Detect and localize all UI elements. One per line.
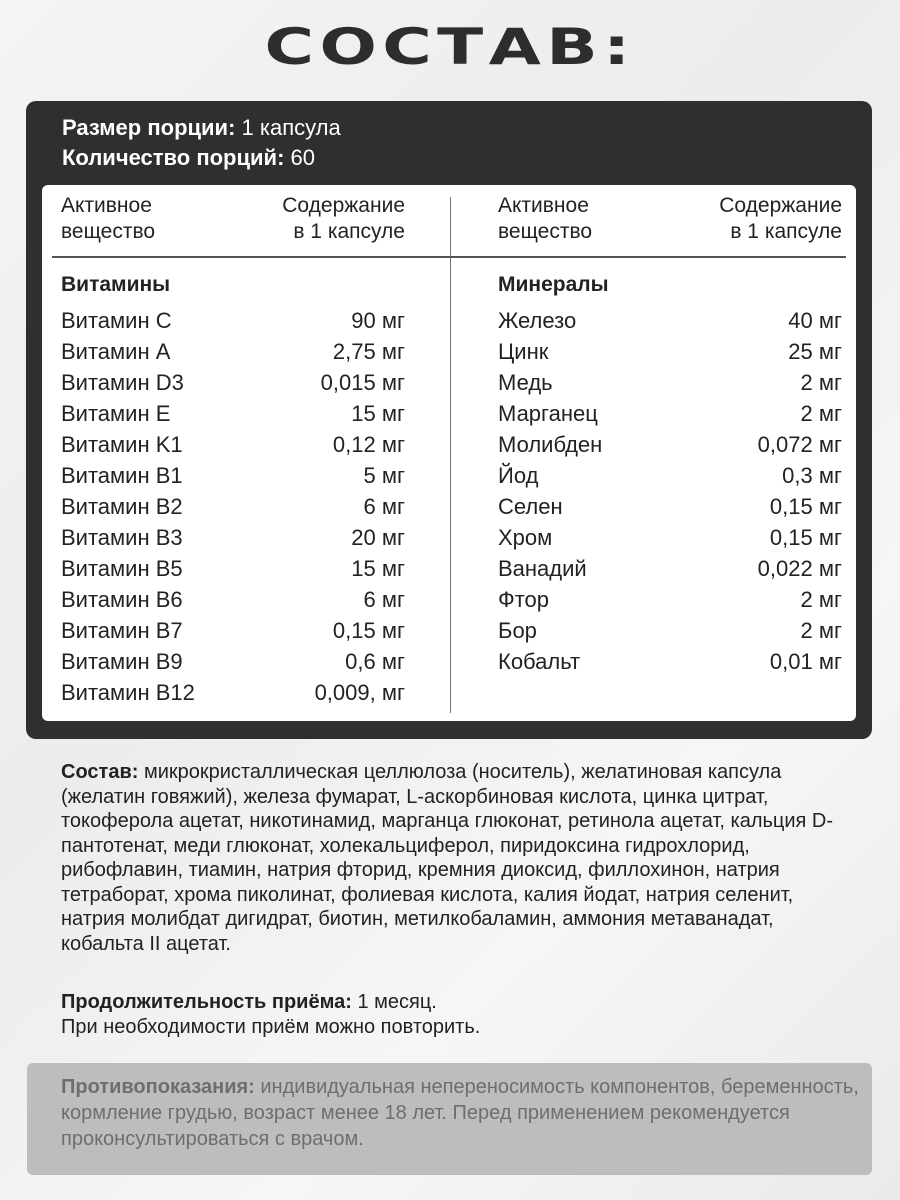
substance-name: Витамин E: [61, 401, 171, 426]
substance-amount: 0,022 мг: [757, 556, 842, 581]
table-row: [498, 553, 842, 584]
table-row: [61, 646, 405, 677]
substance-name: Бор: [498, 618, 537, 643]
substance-name: Йод: [498, 463, 539, 488]
serving-count-value: 60: [290, 145, 316, 170]
substance-name: Витамин A: [61, 339, 171, 364]
table-row: [498, 398, 842, 429]
header-substance: [498, 193, 592, 245]
substance-amount: 0,6 мг: [345, 649, 405, 674]
substance-amount: 2 мг: [800, 587, 842, 612]
substance-amount: 0,01 мг: [769, 649, 842, 674]
composition-body: микрокристаллическая целлюлоза (носитель), желатиновая капсула (желатин говяжий), железа фумарат, L-аскорбиновая кислота, цинка цитрат, токоферола ацетат, никотинамид, марганца глюконат, ретинола ацетат, кальция D-пантотенат, меди глюконат, холекальциферол, пиридоксина гидрохлорид, рибофлавин, тиамин, натрия фторид, кремния диоксид, филлохинон, натрия тетраборат, хрома пиколинат, фолиевая кислота, калия йодат, натрия селенит, натрия молибдат дигидрат, биотин, метилкобаламин, аммония метаванадат, кобальта II ацетат.: [61, 761, 834, 955]
header-content-line2: в 1 капсуле: [730, 220, 842, 243]
header-substance-line2: вещество: [498, 220, 593, 243]
substance-amount: 0,15 мг: [769, 494, 842, 519]
header-substance-line1: Активное: [61, 194, 152, 217]
serving-count: [62, 145, 315, 171]
substance-name: Витамин B9: [61, 649, 183, 674]
minerals-list: [498, 305, 842, 677]
table-row: [61, 336, 405, 367]
duration-block: [61, 990, 861, 1040]
substance-name: Кобальт: [498, 649, 581, 674]
serving-size: [62, 115, 341, 141]
substance-name: Витамин C: [61, 308, 172, 333]
duration-label: Продолжительность приёма:: [61, 991, 352, 1013]
substance-name: Марганец: [498, 401, 598, 426]
substance-name: Витамин B7: [61, 618, 183, 643]
table-row: [61, 677, 405, 708]
substance-amount: 15 мг: [351, 556, 405, 581]
substance-amount: 0,15 мг: [769, 525, 842, 550]
serving-size-value: 1 капсула: [241, 115, 341, 140]
substance-name: Железо: [498, 308, 577, 333]
section-title-minerals: Минералы: [498, 273, 609, 296]
page-title: СОСТАВ:: [264, 18, 636, 76]
substance-name: Молибден: [498, 432, 603, 457]
duration-line: [61, 990, 861, 1015]
substance-name: Фтор: [498, 587, 550, 612]
substance-amount: 5 мг: [363, 463, 405, 488]
duration-value: 1 месяц.: [351, 991, 437, 1013]
table-row: [498, 429, 842, 460]
substance-name: Витамин K1: [61, 432, 183, 457]
substance-amount: 15 мг: [351, 401, 405, 426]
contraindications-label: Противопоказания:: [61, 1076, 255, 1098]
serving-size-label: Размер порции:: [62, 115, 236, 140]
header-content: [282, 193, 405, 245]
table-row: [498, 615, 842, 646]
column-header: [498, 193, 842, 249]
substance-amount: 0,015 мг: [320, 370, 405, 395]
substance-amount: 0,3 мг: [782, 463, 842, 488]
substance-name: Хром: [498, 525, 553, 550]
table-row: [61, 491, 405, 522]
serving-count-label: Количество порций:: [62, 145, 285, 170]
composition-text: [61, 760, 861, 956]
table-row: [498, 367, 842, 398]
table-row: [61, 553, 405, 584]
substance-amount: 2 мг: [800, 370, 842, 395]
table-row: [61, 584, 405, 615]
table-row: [498, 460, 842, 491]
table-row: [61, 429, 405, 460]
contraindications-text: [61, 1074, 861, 1152]
header-substance-line2: вещество: [61, 220, 156, 243]
header-content-line2: в 1 капсуле: [293, 220, 405, 243]
nutrition-panel: [26, 101, 872, 739]
header-content: [719, 193, 842, 245]
vitamins-list: [61, 305, 405, 708]
table-row: [61, 305, 405, 336]
table-row: [498, 584, 842, 615]
header-divider: [52, 256, 846, 258]
table-row: [61, 398, 405, 429]
header-content-line1: Содержание: [282, 194, 405, 217]
column-header: [61, 193, 405, 249]
section-title-vitamins: Витамины: [61, 273, 171, 296]
substance-name: Витамин B2: [61, 494, 183, 519]
ingredients-table: [42, 185, 856, 721]
table-row: [498, 491, 842, 522]
substance-name: Витамин B12: [61, 680, 195, 705]
duration-note: При необходимости приём можно повторить.: [61, 1016, 481, 1038]
composition-label: Состав:: [61, 761, 139, 783]
table-row: [498, 336, 842, 367]
table-row: [498, 522, 842, 553]
substance-amount: 6 мг: [363, 587, 405, 612]
table-row: [498, 646, 842, 677]
substance-name: Витамин D3: [61, 370, 184, 395]
substance-amount: 0,009, мг: [314, 680, 405, 705]
header-substance-line1: Активное: [498, 194, 589, 217]
substance-name: Витамин B1: [61, 463, 183, 488]
column-divider: [450, 197, 451, 713]
substance-name: Селен: [498, 494, 563, 519]
substance-amount: 2 мг: [800, 401, 842, 426]
substance-amount: 6 мг: [363, 494, 405, 519]
substance-amount: 90 мг: [351, 308, 405, 333]
table-row: [498, 305, 842, 336]
header-substance: [61, 193, 155, 245]
substance-name: Цинк: [498, 339, 549, 364]
substance-amount: 0,072 мг: [757, 432, 842, 457]
header-content-line1: Содержание: [719, 194, 842, 217]
substance-amount: 20 мг: [351, 525, 405, 550]
table-row: [61, 460, 405, 491]
substance-amount: 25 мг: [788, 339, 842, 364]
table-row: [61, 615, 405, 646]
substance-name: Витамин B3: [61, 525, 183, 550]
substance-amount: 40 мг: [788, 308, 842, 333]
contraindications-box: [27, 1063, 872, 1175]
substance-amount: 0,15 мг: [332, 618, 405, 643]
contraindications-body: индивидуальная непереносимость компонентов, беременность, кормление грудью, возраст менее 18 лет. Перед применением рекомендуется проконсультироваться с врачом.: [61, 1076, 859, 1150]
table-row: [61, 367, 405, 398]
substance-amount: 0,12 мг: [332, 432, 405, 457]
substance-amount: 2,75 мг: [332, 339, 405, 364]
substance-name: Медь: [498, 370, 553, 395]
substance-name: Витамин B5: [61, 556, 183, 581]
substance-name: Витамин B6: [61, 587, 183, 612]
substance-amount: 2 мг: [800, 618, 842, 643]
substance-name: Ванадий: [498, 556, 587, 581]
table-row: [61, 522, 405, 553]
